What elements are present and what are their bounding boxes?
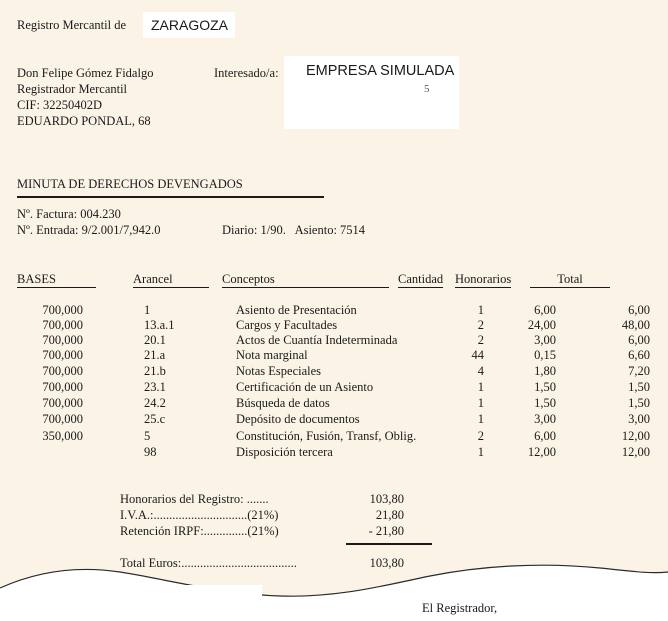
cell-arancel: 25.c [144,412,166,426]
cell-total: 6,00 [628,333,650,347]
cell-cantidad: 44 [471,348,484,362]
cell-base: 700,000 [42,318,83,332]
cell-arancel: 24.2 [144,396,166,410]
cell-total: 1,50 [628,380,650,394]
cell-concepto: Nota marginal [236,348,308,362]
header-cantidad: Cantidad [398,272,444,286]
cell-cantidad: 1 [477,445,484,459]
cell-total: 12,00 [621,445,650,459]
cell-total: 12,00 [621,429,650,443]
cell-total: 6,00 [628,303,650,317]
cell-base: 350,000 [42,429,83,443]
cell-honorarios: 6,00 [534,303,556,317]
cell-concepto: Depósito de documentos [236,412,360,426]
cell-arancel: 23.1 [144,380,166,394]
cell-base: 700,000 [42,348,83,362]
cell-concepto: Constitución, Fusión, Transf, Oblig. [236,429,417,443]
honorarios-label: Honorarios del Registro: ....... [120,492,269,506]
header-arancel: Arancel [133,272,209,288]
registrar-title: Registrador Mercantil [17,82,128,96]
cell-arancel: 5 [144,429,151,443]
honorarios-value: 103,80 [369,492,404,506]
interested-value: EMPRESA SIMULADA [306,63,455,79]
cell-total: 48,00 [621,318,650,332]
header-honorarios: Honorarios [455,272,512,286]
minuta-title: MINUTA DE DERECHOS DEVENGADOS [17,177,243,191]
registrar-name: Don Felipe Gómez Fidalgo [17,66,154,80]
entrada-number: Nº. Entrada: 9/2.001/7,942.0 [17,223,161,237]
cell-cantidad: 2 [477,333,484,347]
cell-cantidad: 4 [477,364,484,378]
cell-arancel: 98 [144,445,157,459]
cell-concepto: Búsqueda de datos [236,396,330,410]
total-label: Total Euros:..................................... [120,556,297,570]
cell-concepto: Actos de Cuantía Indeterminada [236,333,398,347]
cell-cantidad: 1 [477,380,484,394]
factura-number: Nº. Factura: 004.230 [17,207,121,221]
cell-base: 700,000 [42,333,83,347]
cell-base: 700,000 [42,396,83,410]
cell-cantidad: 1 [477,396,484,410]
cell-arancel: 21.b [144,364,166,378]
header-bases: BASES [17,272,96,288]
irpf-value: - 21,80 [368,524,404,538]
cell-total: 7,20 [628,364,650,378]
registry-city: ZARAGOZA [151,17,229,33]
irpf-label: Retención IRPF:..............(21%) [120,524,279,538]
header-conceptos: Conceptos [222,272,389,288]
cell-honorarios: 3,00 [534,333,556,347]
redaction-box [16,585,262,607]
cell-cantidad: 2 [477,318,484,332]
interested-fragment: 5 [424,83,430,95]
cell-honorarios: 24,00 [527,318,556,332]
cell-arancel: 20.1 [144,333,166,347]
cell-base: 700,000 [42,412,83,426]
total-value: 103,80 [369,556,404,570]
cell-honorarios: 1,50 [534,396,556,410]
cell-honorarios: 3,00 [534,412,556,426]
signature-label: El Registrador, [422,601,498,615]
diario-asiento: Diario: 1/90. Asiento: 7514 [222,223,366,237]
cell-honorarios: 1,80 [534,364,556,378]
cell-base: 700,000 [42,380,83,394]
cell-cantidad: 1 [477,303,484,317]
cell-arancel: 21.a [144,348,166,362]
registry-label: Registro Mercantil de [17,18,126,32]
cell-cantidad: 1 [477,412,484,426]
cell-cantidad: 2 [477,429,484,443]
cell-honorarios: 12,00 [527,445,556,459]
cell-concepto: Certificación de un Asiento [236,380,374,394]
header-total: Total [530,272,610,288]
cif: CIF: 32250402D [17,98,103,112]
iva-value: 21,80 [375,508,404,522]
interested-label: Interesado/a: [214,66,279,80]
cell-concepto: Asiento de Presentación [236,303,357,317]
cell-total: 6,60 [628,348,650,362]
cell-base: 700,000 [42,303,83,317]
cell-arancel: 13.a.1 [144,318,175,332]
cell-concepto: Notas Especiales [236,364,322,378]
address: EDUARDO PONDAL, 68 [17,114,151,128]
cell-total: 3,00 [628,412,650,426]
cell-honorarios: 1,50 [534,380,556,394]
cell-arancel: 1 [144,303,151,317]
iva-label: I.V.A.:..............................(21%) [120,508,279,522]
cell-total: 1,50 [628,396,650,410]
cell-honorarios: 0,15 [534,348,556,362]
cell-base: 700,000 [42,364,83,378]
cell-honorarios: 6,00 [534,429,556,443]
cell-concepto: Cargos y Facultades [236,318,338,332]
cell-concepto: Disposición tercera [236,445,333,459]
